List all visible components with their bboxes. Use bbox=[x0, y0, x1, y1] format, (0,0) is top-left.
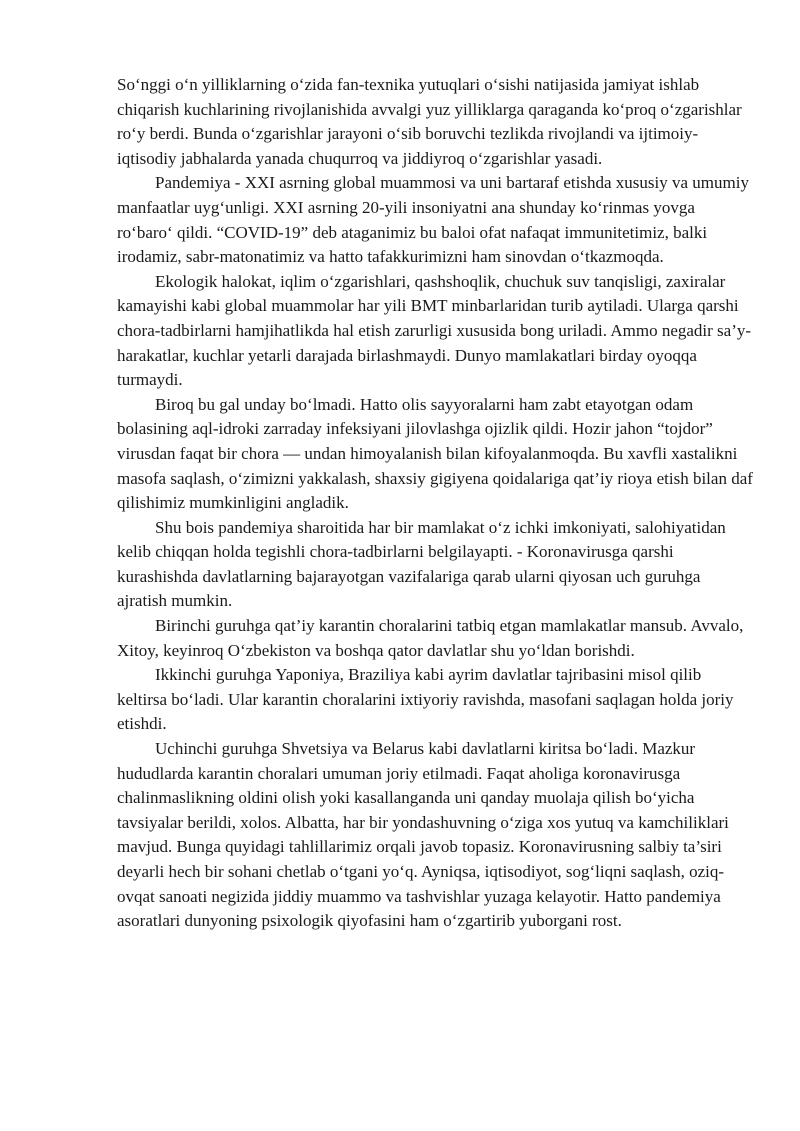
paragraph-pandemic: Pandemiya - XXI asrning global muammosi va uni bartaraf etishda xususiy va umumiy manfaatlar uyg‘unligi. XXI asrning 20-yili insoniyatni ana shunday ko‘rinmas yovga ro‘baro‘ qildi. “COVID-19” deb ataganimiz bu baloi ofat nafaqat immunitetimiz, balki irodamiz, sabr-matonatimiz va hatto tafakkurimizni ham sinovdan o‘tkazmoqda. bbox=[117, 173, 749, 267]
paragraph-first-group: Birinchi guruhga qat’iy karantin choralarini tatbiq etgan mamlakatlar mansub. Avvalo, Xitoy, keyinroq O‘zbekiston va boshqa qator davlatlar shu yo‘ldan borishdi. bbox=[117, 616, 744, 660]
document-body bbox=[117, 73, 754, 934]
paragraph-ecology: Ekologik halokat, iqlim o‘zgarishlari, qashshoqlik, chuchuk suv tanqisligi, zaxiralar kamayishi kabi global muammolar har yili BMT minbarlaridan turib aytiladi. Ularga qarshi chora-tadbirlarni hamjihatlikda hal etish zarurligi xususida bong uriladi. Ammo negadir sa’y-harakatlar, kuchlar yetarli darajada birlashmaydi. Dunyo mamlakatlari birday oyoqqa turmaydi. bbox=[117, 271, 752, 390]
paragraph-however: Biroq bu gal unday bo‘lmadi. Hatto olis sayyoralarni ham zabt etayotgan odam bolasining aql-idroki zarraday infeksiyani jilovlashga ojizlik qildi. Hozir jahon “tojdor” virusdan faqat bir chora — undan himoyalanish bilan kifoyalanmoqda. Bu xavfli xastalikni masofa saqlash, o‘zimizni yakkalash, shaxsiy gigiyena qoidalariga qat’iy rioya etish bilan daf qilishimiz mumkinligini angladik. bbox=[117, 394, 753, 513]
paragraph-second-group: Ikkinchi guruhga Yaponiya, Braziliya kabi ayrim davlatlar tajribasini misol qilib keltirsa bo‘ladi. Ular karantin choralarini ixtiyoriy ravishda, masofani saqlagan holda joriy etishdi. bbox=[117, 665, 734, 734]
paragraph-measures: Shu bois pandemiya sharoitida har bir mamlakat o‘z ichki imkoniyati, salohiyatidan kelib chiqqan holda tegishli chora-tadbirlarni belgilayapti. - Koronavirusga qarshi kurashishda davlatlarning bajarayotgan vazifalariga qarab ularni qiyosan uch guruhga ajratish mumkin. bbox=[117, 517, 726, 611]
paragraph-third-group: Uchinchi guruhga Shvetsiya va Belarus kabi davlatlarni kiritsa bo‘ladi. Mazkur hududlarda karantin choralari umuman joriy etilmadi. Faqat aholiga koronavirusga chalinmaslikning oldini olish yoki kasallanganda uni qanday muolaja qilish bo‘yicha tavsiyalar berildi, xolos. Albatta, har bir yondashuvning o‘ziga xos yutuq va kamchiliklari mavjud. Bunga quyidagi tahlillarimiz orqali javob topasiz. Koronavirusning salbiy ta’siri deyarli hech bir sohani chetlab o‘tgani yo‘q. Ayniqsa, iqtisodiyot, sog‘liqni saqlash, oziq-ovqat sanoati negizida jiddiy muammo va tashvishlar yuzaga kelayotir. Hatto pandemiya asoratlari dunyoning psixologik qiyofasini ham o‘zgartirib yuborgani rost. bbox=[117, 739, 729, 931]
paragraph-intro: So‘nggi o‘n yilliklarning o‘zida fan-texnika yutuqlari o‘sishi natijasida jamiyat ishlab chiqarish kuchlarining rivojlanishida avvalgi yuz yilliklarga qaraganda ko‘proq o‘zgarishlar ro‘y berdi. Bunda o‘zgarishlar jarayoni o‘sib boruvchi tezlikda rivojlandi va ijtimoiy-iqtisodiy jabhalarda yanada chuqurroq va jiddiyroq o‘zgarishlar yasadi. bbox=[117, 75, 742, 168]
